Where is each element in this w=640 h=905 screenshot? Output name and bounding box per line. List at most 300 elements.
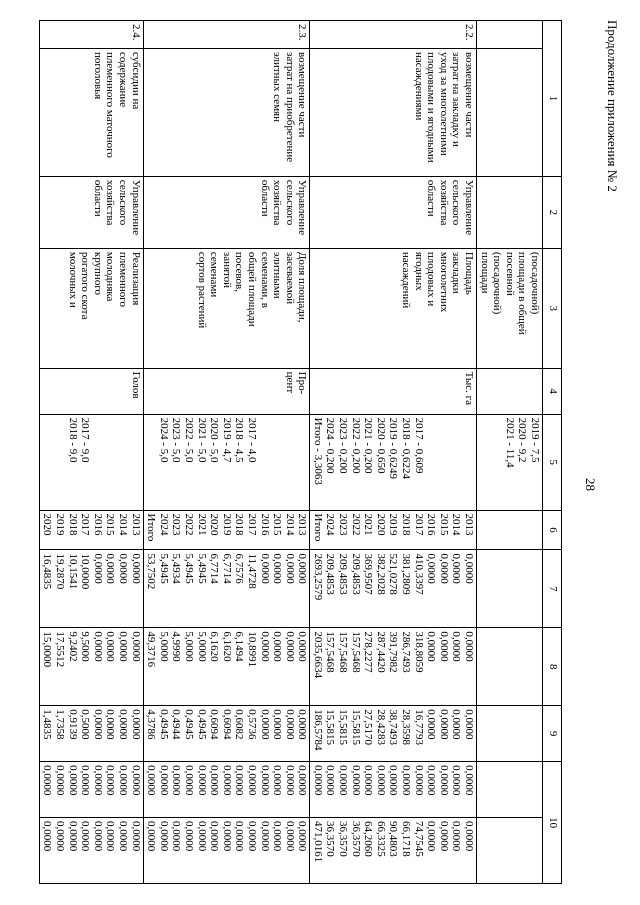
cell-line: 0,0000 xyxy=(157,821,170,852)
cell-line: 0,0000 xyxy=(425,553,438,584)
cell-line: 2023 xyxy=(170,513,183,536)
cell-line: 2021 xyxy=(195,513,208,536)
cell-line: 0,0000 xyxy=(145,821,158,852)
cell-line: 2022 - 0,200 xyxy=(349,417,362,474)
row-number: 2.2. xyxy=(310,21,477,49)
cell-line: 2022 - 5,0 xyxy=(182,417,195,463)
cell-line xyxy=(258,418,271,507)
cell-c9 xyxy=(310,706,477,762)
cell-line: 0,5000 xyxy=(79,709,92,740)
cell-line: 5,4945 xyxy=(195,553,208,584)
cell-line: 2020 xyxy=(208,513,221,536)
cell-line: 209,4853 xyxy=(349,553,362,595)
cell-line: 2014 xyxy=(117,513,129,536)
cell-line: 6,1494 xyxy=(233,631,246,662)
cell-line: 2018 - 0,6224 xyxy=(400,417,413,480)
cell-line: 66,3325 xyxy=(374,821,387,857)
cell-c4 xyxy=(310,368,477,414)
cell-line: 0,0000 xyxy=(437,821,450,852)
cell-line: 0,0000 xyxy=(91,709,104,740)
carry-cell xyxy=(477,176,543,248)
cell-line xyxy=(104,418,117,507)
cell-line: 74,7545 xyxy=(412,821,425,857)
cell-line xyxy=(425,418,438,507)
cell-line: 2020 xyxy=(374,513,387,536)
cell-line xyxy=(437,418,450,507)
cell-line: 0,0000 xyxy=(463,709,476,740)
cell-line: 2018 - 4,5 xyxy=(233,417,246,463)
cell-line: 0,5736 xyxy=(245,709,258,740)
cell-line: поголовья xyxy=(91,51,104,100)
cell-line: 2017 - 9,0 xyxy=(79,417,92,463)
cell-c9 xyxy=(143,706,310,762)
cell-line: 2020 - 5,0 xyxy=(208,417,221,463)
cell-line: 0,0000 xyxy=(425,821,438,852)
cell-line: 2014 xyxy=(283,513,296,536)
cell-line: Доля площади, xyxy=(296,251,309,323)
cell-line: 0,0000 xyxy=(182,821,195,852)
program-table xyxy=(39,20,562,884)
cell-line: 64,2060 xyxy=(362,821,375,857)
cell-line: 0,0000 xyxy=(283,765,296,796)
cell-line: 0,0000 xyxy=(208,765,221,796)
cell-line xyxy=(116,418,129,507)
table-row xyxy=(39,21,143,884)
cell-line: 0,0000 xyxy=(104,631,117,662)
cell-line: 0,0000 xyxy=(463,821,476,852)
cell-line: 10,0000 xyxy=(79,553,92,590)
cell-line: 0,0000 xyxy=(349,765,362,796)
cell-line: 2021 - 5,0 xyxy=(195,417,208,463)
cell-line: области xyxy=(258,179,271,217)
cell-line: 0,0000 xyxy=(450,631,463,662)
cell-line: 2018 - 9,0 xyxy=(66,417,79,463)
cell-c8 xyxy=(310,628,477,706)
carry-over-row xyxy=(477,21,543,884)
carry-cell xyxy=(477,414,543,510)
cell-line: 0,0000 xyxy=(157,765,170,796)
cell-line: 157,5468 xyxy=(349,631,362,673)
cell-line: сортов растений xyxy=(195,251,208,329)
cell-line: 6,7714 xyxy=(208,553,221,584)
cell-line: 410,3397 xyxy=(412,553,425,595)
cell-line xyxy=(271,418,284,507)
cell-c10a xyxy=(39,762,143,818)
cell-line xyxy=(129,418,142,507)
cell-line: 15,0000 xyxy=(41,631,54,668)
cell-c10a xyxy=(143,762,310,818)
cell-line: 0,0000 xyxy=(129,631,142,662)
cell-line: хозяйства xyxy=(104,179,117,226)
cell-line: 6,1620 xyxy=(220,631,233,662)
cell-line xyxy=(283,418,296,507)
cell-line: 5,0000 xyxy=(157,631,170,662)
cell-line: 286,7493 xyxy=(400,631,413,673)
cell-line: 0,4945 xyxy=(182,709,195,740)
cell-c3 xyxy=(310,248,477,368)
cell-c5 xyxy=(143,414,310,510)
cell-line: 0,0000 xyxy=(129,765,142,796)
carry-text: посевной xyxy=(503,251,516,296)
cell-line: 0,0000 xyxy=(450,765,463,796)
cell-line: 0,0000 xyxy=(296,765,309,796)
cell-line: 0,0000 xyxy=(400,765,413,796)
column-header: 4 xyxy=(543,368,562,414)
row-number: 2.4. xyxy=(39,21,143,49)
cell-line: возмещение части xyxy=(296,51,309,138)
cell-line: молочных и xyxy=(66,251,79,308)
carry-cell xyxy=(477,21,543,49)
cell-line: 0,0000 xyxy=(271,553,284,584)
cell-line: 0,0000 xyxy=(195,821,208,852)
cell-line: 0,0000 xyxy=(324,765,337,796)
cell-line: 38,7493 xyxy=(387,709,400,745)
cell-line: 10,1541 xyxy=(66,553,79,590)
cell-line: 0,0000 xyxy=(283,709,296,740)
cell-line: 0,0000 xyxy=(104,553,117,584)
cell-line: 0,0000 xyxy=(450,821,463,852)
cell-line: Реализация xyxy=(129,251,142,306)
cell-line: Про- xyxy=(296,371,309,395)
cell-line: 2019 - 4,7 xyxy=(220,417,233,463)
cell-line: 0,9139 xyxy=(66,709,79,740)
cell-line: 0,0000 xyxy=(129,553,142,584)
cell-line: 0,4945 xyxy=(195,709,208,740)
cell-line: 2017 xyxy=(79,513,92,536)
cell-line: семенами xyxy=(208,251,221,298)
cell-line: 0,0000 xyxy=(271,765,284,796)
cell-line: 0,0000 xyxy=(129,821,142,852)
cell-line: Управление xyxy=(463,179,476,236)
cell-line: 0,0000 xyxy=(145,765,158,796)
cell-line: 209,4853 xyxy=(337,553,350,595)
cell-line: затрат на приобретение xyxy=(283,51,296,163)
cell-line xyxy=(296,418,309,507)
cell-c7 xyxy=(143,550,310,628)
cell-line: 0,4945 xyxy=(157,709,170,740)
cell-c10 xyxy=(143,818,310,884)
cell-line: 2014 xyxy=(450,513,463,536)
cell-line: 2693,2579 xyxy=(311,553,324,601)
cell-line: 0,0000 xyxy=(437,553,450,584)
cell-line: 0,0000 xyxy=(104,709,117,740)
cell-c1 xyxy=(39,48,143,176)
cell-line: 2024 xyxy=(324,513,337,536)
cell-line: 278,2277 xyxy=(362,631,375,673)
cell-line: 0,0000 xyxy=(437,765,450,796)
cell-line: 27,5170 xyxy=(362,709,375,745)
cell-line: Итого xyxy=(311,513,324,542)
cell-line: 16,4835 xyxy=(41,553,54,590)
cell-line: 0,0000 xyxy=(258,765,271,796)
cell-line: 0,0000 xyxy=(104,765,117,796)
cell-line: многолетних xyxy=(437,251,450,313)
cell-c8 xyxy=(143,628,310,706)
cell-line: 66,1718 xyxy=(400,821,413,857)
table-body xyxy=(39,21,561,884)
cell-line: 2021 xyxy=(362,513,375,536)
cell-line: 5,0000 xyxy=(195,631,208,662)
cell-line: 0,0000 xyxy=(104,821,117,852)
cell-line: 2017 xyxy=(412,513,425,536)
carry-text: 2019 - 7,5 xyxy=(529,417,541,463)
cell-line: посевов, xyxy=(233,251,246,292)
cell-line: 11,4728 xyxy=(245,553,258,589)
cell-line: 0,0000 xyxy=(233,765,246,796)
cell-line: 0,0000 xyxy=(79,765,92,796)
cell-line: 0,0000 xyxy=(311,765,324,796)
cell-line: 2035,6634 xyxy=(311,631,324,679)
cell-line: 2016 xyxy=(425,513,438,536)
carry-text: площади в общей xyxy=(516,251,529,335)
cell-line: субсидии на xyxy=(129,51,142,110)
cell-line: Управление xyxy=(296,179,309,236)
cell-line: 0,0000 xyxy=(283,631,296,662)
cell-line: содержание xyxy=(117,51,129,108)
cell-c1 xyxy=(310,48,477,176)
cell-line: 0,0000 xyxy=(117,631,129,662)
cell-line: 0,0000 xyxy=(91,821,104,852)
cell-c7 xyxy=(39,550,143,628)
cell-line: 0,6094 xyxy=(208,709,221,740)
cell-line: 0,0000 xyxy=(117,765,129,796)
cell-line: 0,0000 xyxy=(271,709,284,740)
cell-line: 0,0000 xyxy=(463,553,476,584)
cell-line: племенного xyxy=(117,251,129,307)
column-header: 8 xyxy=(543,628,562,706)
table-row xyxy=(143,21,310,884)
cell-c3 xyxy=(39,248,143,368)
cell-line: насаждений xyxy=(400,251,413,309)
cell-line: 0,0000 xyxy=(337,765,350,796)
cell-line: Голов xyxy=(129,371,142,399)
cell-line: 0,0000 xyxy=(91,553,104,584)
cell-c5 xyxy=(39,414,143,510)
cell-line: 2023 xyxy=(337,513,350,536)
cell-line: плодовых и xyxy=(425,251,438,307)
cell-line: 0,0000 xyxy=(463,631,476,662)
cell-line: 15,5815 xyxy=(324,709,337,745)
cell-line: 0,0000 xyxy=(117,553,129,584)
cell-line: 0,0000 xyxy=(271,631,284,662)
cell-line: 382,2028 xyxy=(374,553,387,595)
column-header: 9 xyxy=(543,706,562,762)
cell-line: 0,0000 xyxy=(79,821,92,852)
row-number: 2.3. xyxy=(143,21,310,49)
cell-line: 0,0000 xyxy=(296,553,309,584)
cell-line: 0,0000 xyxy=(170,765,183,796)
cell-c2 xyxy=(39,176,143,248)
cell-line: 0,0000 xyxy=(412,765,425,796)
cell-line: 2013 xyxy=(463,513,476,536)
column-header: 3 xyxy=(543,248,562,368)
cell-c6 xyxy=(39,510,143,550)
cell-line: 0,0000 xyxy=(41,821,54,852)
cell-line: возмещение части xyxy=(463,51,476,138)
cell-line: хозяйства xyxy=(437,179,450,226)
cell-c6 xyxy=(310,510,477,550)
column-header: 6 xyxy=(543,510,562,550)
cell-line: 0,0000 xyxy=(362,765,375,796)
cell-c1 xyxy=(143,48,310,176)
column-header: 7 xyxy=(543,550,562,628)
cell-line: 2023 - 0,200 xyxy=(337,417,350,474)
cell-line: занятой xyxy=(220,251,233,289)
cell-line: 2023 - 5,0 xyxy=(170,417,183,463)
cell-line: 0,0000 xyxy=(450,709,463,740)
cell-line: закладки xyxy=(450,251,463,294)
cell-c4 xyxy=(39,368,143,414)
cell-line: Итого xyxy=(145,513,158,542)
cell-line: 2024 xyxy=(157,513,170,536)
cell-line: Тыс. га xyxy=(463,371,476,406)
cell-line: 0,0000 xyxy=(271,821,284,852)
cell-line: 2024 - 5,0 xyxy=(157,417,170,463)
cell-line: 0,0000 xyxy=(258,631,271,662)
header-row xyxy=(543,21,562,884)
cell-line: 0,0000 xyxy=(283,821,296,852)
cell-line: 0,0000 xyxy=(425,709,438,740)
cell-line: 2015 xyxy=(271,513,284,536)
cell-line: 0,0000 xyxy=(91,631,104,662)
carry-cell xyxy=(477,628,543,706)
column-header: 1 xyxy=(543,21,562,177)
carry-cell xyxy=(477,248,543,368)
cell-c10 xyxy=(310,818,477,884)
cell-line: 0,4944 xyxy=(170,709,183,740)
cell-line: затрат на закладку и xyxy=(450,51,463,147)
cell-line: 0,6094 xyxy=(220,709,233,740)
cell-line: 53,7502 xyxy=(145,553,158,590)
cell-line: 0,0000 xyxy=(425,631,438,662)
cell-line: 2017 - 0,609 xyxy=(412,417,425,474)
carry-text: площади xyxy=(478,251,491,294)
cell-line: 0,0000 xyxy=(258,821,271,852)
cell-line: 157,5468 xyxy=(324,631,337,673)
cell-line: элитных семян xyxy=(271,51,284,123)
cell-line: сельского xyxy=(450,179,463,226)
cell-line: 10,8991 xyxy=(245,631,258,668)
cell-line: семенами, в xyxy=(258,251,271,308)
carry-text: 2020 - 9,2 xyxy=(516,417,529,463)
cell-line xyxy=(91,418,104,507)
cell-line: 17,5512 xyxy=(54,631,67,668)
cell-line: 2019 - 0,6249 xyxy=(387,417,400,480)
cell-line: 2016 xyxy=(258,513,271,536)
cell-line: общей площади xyxy=(245,251,258,327)
cell-line: 2022 xyxy=(349,513,362,536)
cell-line: сельского xyxy=(283,179,296,226)
cell-line: 2013 xyxy=(296,513,309,536)
cell-line: 2020 xyxy=(41,513,54,536)
cell-line: 2019 xyxy=(54,513,67,536)
cell-line: 0,0000 xyxy=(463,765,476,796)
cell-line: 0,0000 xyxy=(91,765,104,796)
cell-line: 2018 xyxy=(400,513,413,536)
cell-line: 36,3570 xyxy=(349,821,362,857)
cell-line: 2020 - 0,650 xyxy=(374,417,387,474)
cell-line: 90,4803 xyxy=(387,821,400,857)
cell-line: 2016 xyxy=(91,513,104,536)
cell-line: 28,3598 xyxy=(400,709,413,745)
cell-line: 0,0000 xyxy=(117,821,129,852)
cell-line: ягодных xyxy=(412,251,425,291)
cell-line: 0,0000 xyxy=(54,765,67,796)
cell-line: плодовыми и ягодными xyxy=(425,51,438,163)
cell-line: 0,0000 xyxy=(233,821,246,852)
cell-line: 2018 xyxy=(233,513,246,536)
cell-line: 157,5468 xyxy=(337,631,350,673)
cell-line: 0,0000 xyxy=(296,709,309,740)
cell-line: 0,0000 xyxy=(387,765,400,796)
cell-line: 471,0161 xyxy=(311,821,324,863)
carry-cell xyxy=(477,818,543,884)
cell-line: 2024 - 0,200 xyxy=(324,417,337,474)
carry-cell xyxy=(477,510,543,550)
cell-line: 0,0000 xyxy=(220,821,233,852)
cell-line: племенного маточного xyxy=(104,51,117,158)
cell-line: 2017 xyxy=(245,513,258,536)
cell-line: 0,0000 xyxy=(208,821,221,852)
carry-text: 2021 - 11,4 xyxy=(503,417,516,468)
cell-c3 xyxy=(143,248,310,368)
cell-line: 4,9990 xyxy=(170,631,183,662)
cell-line: 2018 xyxy=(66,513,79,536)
cell-line: 0,0000 xyxy=(425,765,438,796)
cell-line: 391,7982 xyxy=(387,631,400,673)
cell-line: Управление xyxy=(129,179,142,236)
cell-line: 36,3570 xyxy=(337,821,350,857)
cell-line: 0,0000 xyxy=(129,709,142,740)
cell-line: 0,0000 xyxy=(374,765,387,796)
cell-line: 2022 xyxy=(182,513,195,536)
cell-line: уход за многолетними xyxy=(437,51,450,156)
cell-line: 0,0000 xyxy=(450,553,463,584)
column-header: 2 xyxy=(543,176,562,248)
cell-line: 4,3786 xyxy=(145,709,158,740)
cell-line: 0,0000 xyxy=(117,709,129,740)
cell-c2 xyxy=(310,176,477,248)
cell-line: 369,9507 xyxy=(362,553,375,595)
cell-line: элитными xyxy=(271,251,284,299)
cell-line: 15,5815 xyxy=(349,709,362,745)
cell-line: 0,0000 xyxy=(296,631,309,662)
cell-line: 9,5000 xyxy=(79,631,92,662)
cell-line: 1,4835 xyxy=(41,709,54,740)
cell-line: 0,6082 xyxy=(233,709,246,740)
cell-line xyxy=(462,418,475,507)
cell-line: рогатого скота xyxy=(79,251,92,320)
cell-c10 xyxy=(39,818,143,884)
cell-line: области xyxy=(425,179,438,217)
cell-c6 xyxy=(143,510,310,550)
column-header: 5 xyxy=(543,414,562,510)
cell-c4 xyxy=(143,368,310,414)
cell-line: 6,7576 xyxy=(233,553,246,584)
cell-line: 0,0000 xyxy=(437,631,450,662)
cell-line: 381,2809 xyxy=(400,553,413,595)
continuation-note: Продолжение приложения № 2 xyxy=(605,20,620,192)
cell-line: 2017 - 4,0 xyxy=(245,417,258,463)
cell-line: 1,7358 xyxy=(54,709,67,740)
cell-line: цент xyxy=(283,371,296,394)
cell-line: 0,0000 xyxy=(296,821,309,852)
carry-cell xyxy=(477,48,543,176)
carry-cell xyxy=(477,368,543,414)
cell-line: 5,4945 xyxy=(157,553,170,584)
cell-line: 16,7793 xyxy=(412,709,425,745)
cell-line: 6,1620 xyxy=(208,631,221,662)
